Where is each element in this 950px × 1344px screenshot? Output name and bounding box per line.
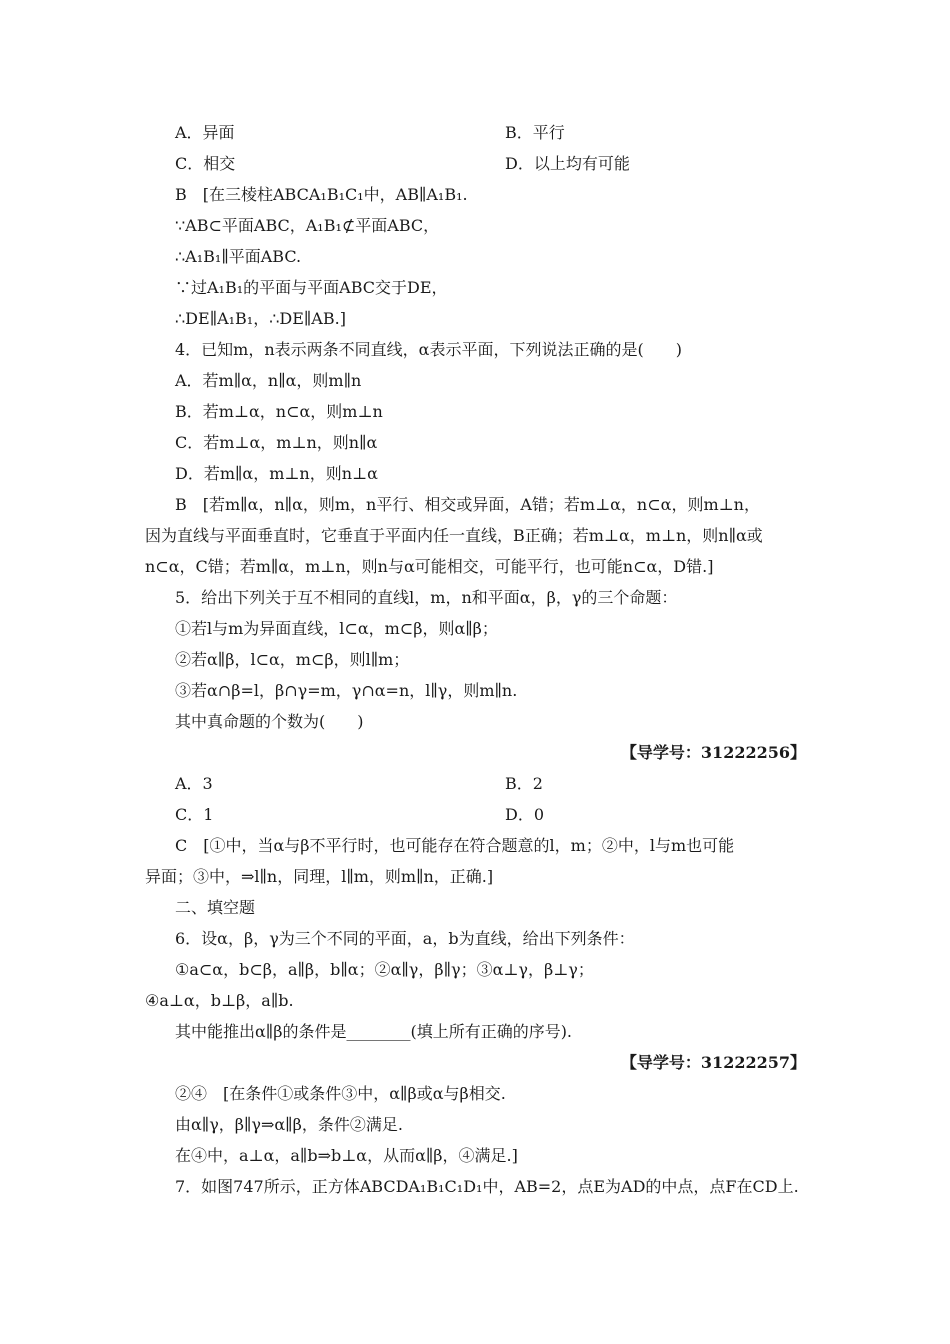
option-line: B．若m⊥α，n⊂α，则m⊥n: [175, 402, 383, 421]
option-text: C．相交: [175, 154, 236, 173]
proposition-line: ①若l与m为异面直线，l⊂α，m⊂β，则α∥β；: [175, 619, 498, 638]
option-c-q5: [175, 804, 805, 826]
guide-number: 【导学号：31222256】: [620, 743, 806, 762]
question-4: 4．已知m，n表示两条不同直线，α表示平面，下列说法正确的是( ): [175, 340, 682, 359]
answer-line: C [①中，当α与β不平行时，也可能存在符合题意的l，m；②中，l与m也可能: [175, 836, 735, 855]
answer-line: 由α∥γ，β∥γ⇒α∥β，条件②满足.: [175, 1115, 403, 1134]
answer-line: 在④中，a⊥α，a∥b⇒b⊥α，从而α∥β，④满足.]: [175, 1146, 518, 1165]
question-text: 其中真命题的个数为( ): [175, 712, 364, 731]
answer-line: ∵AB⊂平面ABC，A₁B₁⊄平面ABC，: [175, 216, 440, 235]
section-heading: 二、填空题: [175, 898, 256, 917]
answer-line: ②④ [在条件①或条件③中，α∥β或α与β相交.: [175, 1084, 506, 1103]
condition-line: ①a⊂α，b⊂β，a∥β，b∥α；②α∥γ，β∥γ；③α⊥γ，β⊥γ；: [175, 960, 594, 979]
question-5: 5．给出下列关于互不相同的直线l，m，n和平面α，β，γ的三个命题：: [175, 588, 678, 607]
question-text: 其中能推出α∥β的条件是________(填上所有正确的序号).: [175, 1022, 573, 1041]
answer-line: ∴DE∥A₁B₁，∴DE∥AB.]: [175, 309, 346, 328]
answer-line: ∴A₁B₁∥平面ABC.: [175, 247, 302, 266]
answer-line: n⊂α，C错；若m∥α，m⊥n，则n与α可能相交，可能平行，也可能n⊂α，D错.]: [145, 557, 714, 576]
option-text: C．1: [175, 805, 214, 824]
option-line: D．若m∥α，m⊥n，则n⊥α: [175, 464, 378, 483]
proposition-line: ③若α∩β=l，β∩γ=m，γ∩α=n，l∥γ，则m∥n.: [175, 681, 518, 700]
question-7: 7．如图747所示，正方体ABCDA₁B₁C₁D₁中，AB=2，点E为AD的中点，点F在CD上.: [175, 1177, 799, 1196]
condition-line: ④a⊥α，b⊥β，a∥b.: [145, 991, 294, 1010]
answer-line: 异面；③中，⇒l∥n，同理，l∥m，则m∥n，正确.]: [145, 867, 494, 886]
option-line: C．若m⊥α，m⊥n，则n∥α: [175, 433, 378, 452]
option-text: A．3: [175, 774, 213, 793]
option-c-q3: [175, 153, 805, 175]
option-a-q5: [175, 773, 805, 795]
answer-line: 因为直线与平面垂直时，它垂直于平面内任一直线，B正确；若m⊥α，m⊥n，则n∥α或: [145, 526, 763, 545]
proposition-line: ②若α∥β，l⊂α，m⊂β，则l∥m；: [175, 650, 410, 669]
answer-line: B [若m∥α，n∥α，则m，n平行、相交或异面，A错；若m⊥α，n⊂α，则m⊥n，: [175, 495, 760, 514]
option-line: A．若m∥α，n∥α，则m∥n: [175, 371, 362, 390]
option-text: B．平行: [505, 123, 565, 142]
option-text: A．异面: [175, 123, 235, 142]
guide-number: 【导学号：31222257】: [620, 1053, 806, 1072]
option-a-q3: [175, 122, 805, 144]
option-text: D．0: [505, 805, 545, 824]
answer-line: B [在三棱柱ABCA₁B₁C₁中，AB∥A₁B₁.: [175, 185, 468, 204]
answer-line: ∵过A₁B₁的平面与平面ABC交于DE，: [175, 278, 448, 297]
question-6: 6．设α，β，γ为三个不同的平面，a，b为直线，给出下列条件：: [175, 929, 635, 948]
option-text: D．以上均有可能: [505, 154, 630, 173]
option-text: B．2: [505, 774, 543, 793]
